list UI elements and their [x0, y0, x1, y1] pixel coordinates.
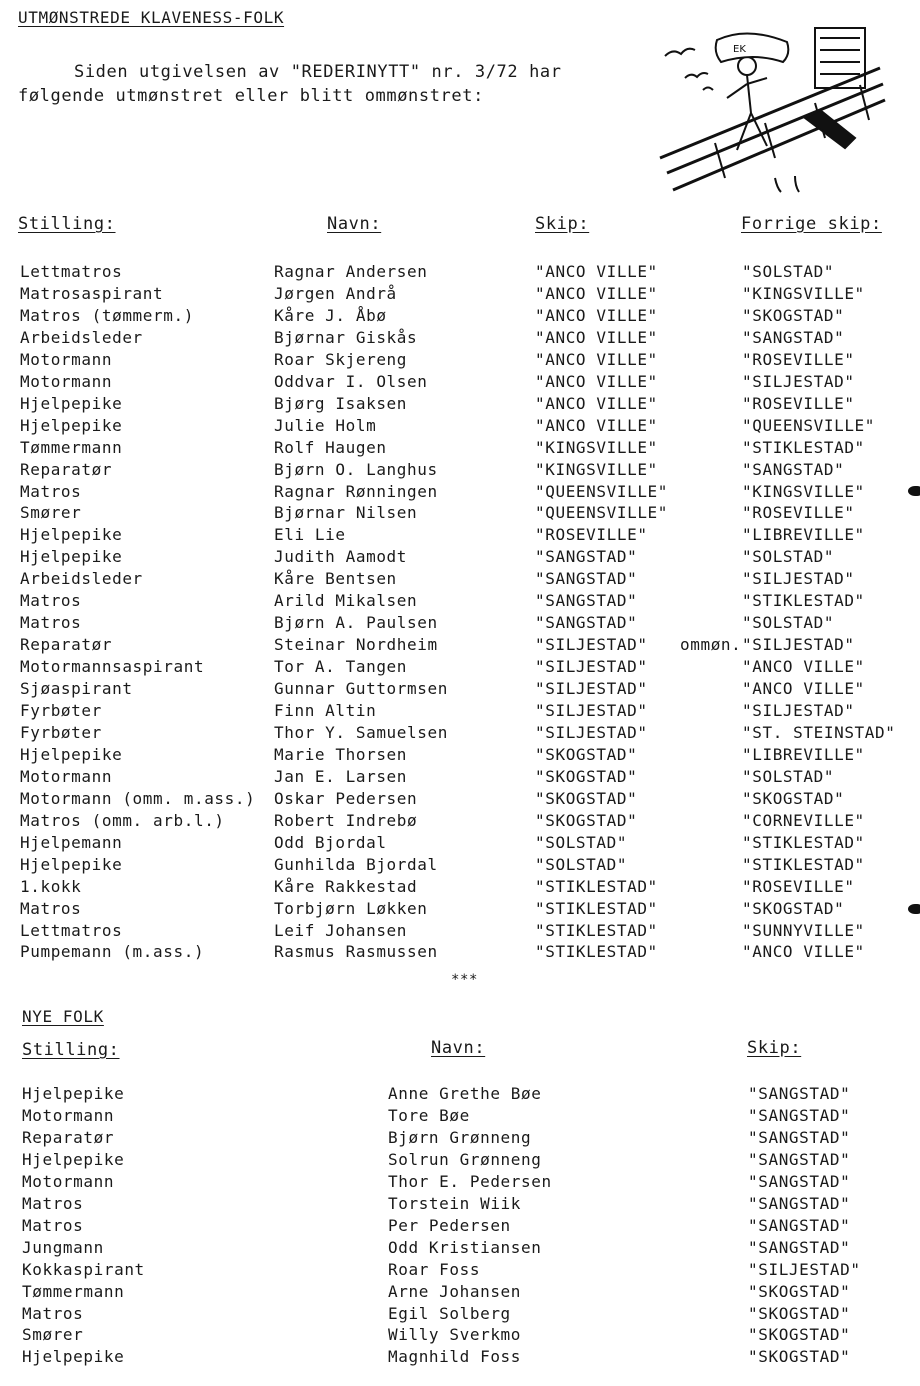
table-row — [0, 745, 920, 767]
table-row — [0, 591, 920, 613]
table-row — [0, 679, 920, 701]
cell-navn: Egil Solberg — [388, 1303, 511, 1323]
table-row — [0, 503, 920, 525]
cell-skip: "SANGSTAD" — [535, 613, 638, 633]
cell-navn: Tor A. Tangen — [274, 657, 408, 677]
cell-forrige-skip: "SKOGSTAD" — [742, 305, 845, 325]
cell-navn: Marie Thorsen — [274, 744, 408, 764]
header-forrige-skip: Forrige skip: — [741, 214, 882, 234]
cell-stilling: Matros (tømmerm.) — [20, 305, 194, 325]
cell-stilling: Hjelpepike — [20, 744, 123, 764]
cell-skip: "ANCO VILLE" — [535, 371, 658, 391]
cell-navn: Kåre Rakkestad — [274, 876, 418, 896]
table-row — [0, 921, 920, 943]
cell-skip: "SILJESTAD" — [535, 722, 648, 742]
table-row — [0, 1347, 920, 1369]
cell-stilling: Matros (omm. arb.l.) — [20, 810, 225, 830]
cell-stilling: Hjelpepike — [20, 547, 123, 567]
table-row — [0, 1172, 920, 1194]
table-row — [0, 1128, 920, 1150]
cell-forrige-skip: "STIKLESTAD" — [742, 591, 865, 611]
cell-stilling: Matrosaspirant — [20, 283, 164, 303]
cell-forrige-skip: "SOLSTAD" — [742, 547, 835, 567]
cell-stilling: Matros — [20, 591, 82, 611]
cell-forrige-skip: "ANCO VILLE" — [742, 657, 865, 677]
table-row — [0, 525, 920, 547]
cell-navn: Julie Holm — [274, 415, 377, 435]
cell-navn: Magnhild Foss — [388, 1347, 522, 1367]
cell-forrige-skip: "KINGSVILLE" — [742, 481, 865, 501]
cell-stilling: Kokkaspirant — [22, 1259, 145, 1279]
cell-navn: Willy Sverkmo — [388, 1325, 522, 1345]
cell-skip: "SKOGSTAD" — [535, 788, 638, 808]
cell-stilling: Hjelpepike — [20, 393, 123, 413]
cell-navn: Jan E. Larsen — [274, 766, 408, 786]
table-row — [0, 613, 920, 635]
cell-stilling: Tømmermann — [22, 1281, 125, 1301]
cell-skip: "ANCO VILLE" — [535, 305, 658, 325]
punch-hole-mark — [908, 904, 920, 914]
table-row — [0, 306, 920, 328]
cell-skip: "SKOGSTAD" — [535, 744, 638, 764]
cell-stilling: Matros — [22, 1193, 84, 1213]
cell-navn: Odd Bjordal — [274, 832, 387, 852]
page-title: UTMØNSTREDE KLAVENESS-FOLK — [18, 8, 285, 27]
cell-skip: "SKOGSTAD" — [535, 766, 638, 786]
cell-stilling: Lettmatros — [20, 262, 123, 281]
cell-forrige-skip: "STIKLESTAD" — [742, 854, 865, 874]
cell-navn: Bjørnar Nilsen — [274, 503, 418, 523]
table-row — [0, 789, 920, 811]
cell-navn: Solrun Grønneng — [388, 1149, 542, 1169]
table-row — [0, 1150, 920, 1172]
cell-forrige-skip: "LIBREVILLE" — [742, 744, 865, 764]
cell-skip: "SANGSTAD" — [748, 1084, 851, 1103]
cell-skip: "STIKLESTAD" — [535, 942, 658, 962]
cell-stilling: Hjelpepike — [20, 525, 123, 545]
cell-navn: Thor E. Pedersen — [388, 1171, 552, 1191]
separator: *** — [451, 972, 479, 988]
cell-skip: "STIKLESTAD" — [535, 898, 658, 918]
cell-stilling: Motormann — [22, 1105, 115, 1125]
cell-skip: "SANGSTAD" — [748, 1171, 851, 1191]
cell-forrige-skip: "SOLSTAD" — [742, 262, 835, 281]
cell-stilling: Motormann — [20, 766, 113, 786]
cell-stilling: Lettmatros — [20, 920, 123, 940]
cell-stilling: Smører — [20, 503, 82, 523]
cell-forrige-skip: "CORNEVILLE" — [742, 810, 865, 830]
cell-forrige-skip: "SOLSTAD" — [742, 613, 835, 633]
cell-navn: Rasmus Rasmussen — [274, 942, 438, 962]
table-row — [0, 1084, 920, 1106]
cell-forrige-skip: "SUNNYVILLE" — [742, 920, 865, 940]
table-row — [0, 767, 920, 789]
cell-navn: Arild Mikalsen — [274, 591, 418, 611]
cell-forrige-skip: "ROSEVILLE" — [742, 393, 855, 413]
cell-navn: Torbjørn Løkken — [274, 898, 428, 918]
cell-navn: Leif Johansen — [274, 920, 408, 940]
header-navn: Navn: — [327, 214, 382, 234]
cell-navn: Judith Aamodt — [274, 547, 408, 567]
table-row — [0, 1260, 920, 1282]
cell-navn: Robert Indrebø — [274, 810, 418, 830]
cell-skip: "ANCO VILLE" — [535, 327, 658, 347]
header-navn-nye: Navn: — [431, 1038, 486, 1058]
cell-navn: Gunnar Guttormsen — [274, 679, 448, 699]
cell-forrige-skip: "SANGSTAD" — [742, 459, 845, 479]
cell-stilling: Reparatør — [20, 459, 113, 479]
cell-navn: Gunhilda Bjordal — [274, 854, 438, 874]
cell-skip: "SANGSTAD" — [748, 1127, 851, 1147]
header-skip-nye: Skip: — [747, 1038, 802, 1058]
cell-stilling: Arbeidsleder — [20, 569, 143, 589]
cell-stilling: Hjelpemann — [20, 832, 123, 852]
cell-navn: Bjørg Isaksen — [274, 393, 408, 413]
cell-stilling: Motormann (omm. m.ass.) — [20, 788, 256, 808]
table-row — [0, 942, 920, 964]
cell-stilling: Matros — [22, 1303, 84, 1323]
cell-skip: "SILJESTAD" — [748, 1259, 861, 1279]
cell-skip: "KINGSVILLE" — [535, 437, 658, 457]
cell-forrige-skip: "ST. STEINSTAD" — [742, 722, 896, 742]
cell-forrige-skip: "QUEENSVILLE" — [742, 415, 876, 435]
cell-stilling: Motormannsaspirant — [20, 657, 205, 677]
cell-forrige-skip: "ROSEVILLE" — [742, 503, 855, 523]
cell-skip: "STIKLESTAD" — [535, 920, 658, 940]
table-row — [0, 1216, 920, 1238]
cell-stilling: Fyrbøter — [20, 722, 102, 742]
cell-skip: "KINGSVILLE" — [535, 459, 658, 479]
cell-navn: Anne Grethe Bøe — [388, 1084, 542, 1103]
cell-skip: "SILJESTAD" — [535, 701, 648, 720]
cell-navn: Bjørn A. Paulsen — [274, 613, 438, 633]
cell-navn: Oddvar I. Olsen — [274, 371, 428, 391]
cell-skip: "ROSEVILLE" — [535, 525, 648, 545]
cell-navn: Arne Johansen — [388, 1281, 522, 1301]
cell-skip: "SANGSTAD" — [748, 1149, 851, 1169]
cell-skip: "SKOGSTAD" — [535, 810, 638, 830]
table-row — [0, 833, 920, 855]
cell-stilling: Fyrbøter — [20, 701, 102, 720]
cell-skip: "QUEENSVILLE" — [535, 481, 669, 501]
table-row — [0, 723, 920, 745]
cell-stilling: Hjelpepike — [20, 415, 123, 435]
header-stilling-nye: Stilling: — [22, 1040, 120, 1060]
table-row — [0, 284, 920, 306]
cell-forrige-skip: "SANGSTAD" — [742, 327, 845, 347]
table-row — [0, 899, 920, 921]
cell-stilling: Matros — [20, 898, 82, 918]
table-row — [0, 877, 920, 899]
cell-skip: "SKOGSTAD" — [748, 1325, 851, 1345]
cell-stilling: Motormann — [20, 371, 113, 391]
cell-skip: "SILJESTAD" — [535, 657, 648, 677]
cell-forrige-skip: "SOLSTAD" — [742, 766, 835, 786]
cell-note: ommøn. — [680, 635, 742, 655]
cell-stilling: Jungmann — [22, 1237, 104, 1257]
cell-forrige-skip: "SILJESTAD" — [742, 569, 855, 589]
cell-navn: Bjørn O. Langhus — [274, 459, 438, 479]
cell-navn: Bjørnar Giskås — [274, 327, 418, 347]
table-row — [0, 328, 920, 350]
cell-navn: Kåre J. Åbø — [274, 305, 387, 325]
cell-skip: "SOLSTAD" — [535, 832, 628, 852]
cell-stilling: Matros — [20, 613, 82, 633]
table-row — [0, 1304, 920, 1326]
table-row — [0, 372, 920, 394]
cell-forrige-skip: "KINGSVILLE" — [742, 283, 865, 303]
intro-line-2: følgende utmønstret eller blitt ommønstret: — [18, 86, 484, 106]
cell-forrige-skip: "SKOGSTAD" — [742, 898, 845, 918]
table-row — [0, 1325, 920, 1347]
table-row — [0, 855, 920, 877]
sailor-ship-illustration — [655, 18, 890, 208]
cell-navn: Per Pedersen — [388, 1215, 511, 1235]
cell-skip: "ANCO VILLE" — [535, 262, 658, 281]
cell-navn: Kåre Bentsen — [274, 569, 397, 589]
cell-stilling: Arbeidsleder — [20, 327, 143, 347]
table-row — [0, 482, 920, 504]
cell-skip: "ANCO VILLE" — [535, 283, 658, 303]
cell-forrige-skip: "ROSEVILLE" — [742, 876, 855, 896]
table-row — [0, 657, 920, 679]
cell-stilling: Matros — [22, 1215, 84, 1235]
cell-stilling: Motormann — [22, 1171, 115, 1191]
cell-forrige-skip: "LIBREVILLE" — [742, 525, 865, 545]
cell-skip: "SANGSTAD" — [748, 1105, 851, 1125]
cell-forrige-skip: "SILJESTAD" — [742, 371, 855, 391]
table-row — [0, 811, 920, 833]
cell-forrige-skip: "SILJESTAD" — [742, 701, 855, 720]
cell-skip: "SANGSTAD" — [748, 1193, 851, 1213]
cell-skip: "SILJESTAD" — [535, 635, 648, 655]
cell-navn: Rolf Haugen — [274, 437, 387, 457]
table-row — [0, 701, 920, 723]
svg-text:EK: EK — [733, 44, 746, 55]
cell-skip: "SANGSTAD" — [535, 591, 638, 611]
cell-navn: Bjørn Grønneng — [388, 1127, 532, 1147]
header-skip: Skip: — [535, 214, 590, 234]
cell-navn: Roar Skjereng — [274, 349, 408, 369]
section-title-nye-folk: NYE FOLK — [22, 1007, 104, 1026]
cell-skip: "SANGSTAD" — [748, 1237, 851, 1257]
cell-stilling: Hjelpepike — [22, 1149, 125, 1169]
cell-skip: "SKOGSTAD" — [748, 1303, 851, 1323]
table-row — [0, 1106, 920, 1128]
cell-stilling: Hjelpepike — [22, 1347, 125, 1367]
cell-skip: "SKOGSTAD" — [748, 1281, 851, 1301]
header-stilling: Stilling: — [18, 214, 116, 234]
punch-hole-mark — [908, 486, 920, 496]
cell-navn: Oskar Pedersen — [274, 788, 418, 808]
cell-skip: "ANCO VILLE" — [535, 349, 658, 369]
table-row — [0, 1238, 920, 1260]
cell-navn: Tore Bøe — [388, 1105, 470, 1125]
cell-stilling: Hjelpepike — [20, 854, 123, 874]
cell-forrige-skip: "STIKLESTAD" — [742, 832, 865, 852]
cell-skip: "SILJESTAD" — [535, 679, 648, 699]
cell-skip: "SANGSTAD" — [748, 1215, 851, 1235]
cell-stilling: Smører — [22, 1325, 84, 1345]
cell-navn: Torstein Wiik — [388, 1193, 522, 1213]
cell-skip: "ANCO VILLE" — [535, 393, 658, 413]
cell-skip: "SKOGSTAD" — [748, 1347, 851, 1367]
table-row — [0, 547, 920, 569]
table-row — [0, 1282, 920, 1304]
cell-forrige-skip: "ANCO VILLE" — [742, 679, 865, 699]
table-row — [0, 438, 920, 460]
cell-navn: Roar Foss — [388, 1259, 481, 1279]
table-row — [0, 350, 920, 372]
cell-stilling: Sjøaspirant — [20, 679, 133, 699]
cell-stilling: Reparatør — [20, 635, 113, 655]
cell-forrige-skip: "SKOGSTAD" — [742, 788, 845, 808]
table-row — [0, 416, 920, 438]
cell-stilling: Hjelpepike — [22, 1084, 125, 1103]
cell-navn: Ragnar Andersen — [274, 262, 428, 281]
table-row — [0, 569, 920, 591]
cell-skip: "SOLSTAD" — [535, 854, 628, 874]
table-row — [0, 262, 920, 284]
intro-line-1: Siden utgivelsen av "REDERINYTT" nr. 3/72 har — [74, 62, 562, 82]
table-row — [0, 460, 920, 482]
cell-forrige-skip: "ANCO VILLE" — [742, 942, 865, 962]
table-row — [0, 635, 920, 657]
cell-skip: "QUEENSVILLE" — [535, 503, 669, 523]
table-row — [0, 394, 920, 416]
cell-skip: "ANCO VILLE" — [535, 415, 658, 435]
cell-navn: Thor Y. Samuelsen — [274, 722, 448, 742]
cell-navn: Eli Lie — [274, 525, 346, 545]
cell-forrige-skip: "SILJESTAD" — [742, 635, 855, 655]
cell-forrige-skip: "ROSEVILLE" — [742, 349, 855, 369]
cell-navn: Ragnar Rønningen — [274, 481, 438, 501]
cell-skip: "STIKLESTAD" — [535, 876, 658, 896]
cell-skip: "SANGSTAD" — [535, 569, 638, 589]
cell-forrige-skip: "STIKLESTAD" — [742, 437, 865, 457]
cell-stilling: Motormann — [20, 349, 113, 369]
cell-stilling: Pumpemann (m.ass.) — [20, 942, 205, 962]
cell-navn: Finn Altin — [274, 701, 377, 720]
table-row — [0, 1194, 920, 1216]
cell-skip: "SANGSTAD" — [535, 547, 638, 567]
cell-stilling: Reparatør — [22, 1127, 115, 1147]
cell-stilling: Matros — [20, 481, 82, 501]
cell-navn: Odd Kristiansen — [388, 1237, 542, 1257]
cell-stilling: Tømmermann — [20, 437, 123, 457]
cell-navn: Steinar Nordheim — [274, 635, 438, 655]
cell-navn: Jørgen Andrå — [274, 283, 397, 303]
cell-stilling: 1.kokk — [20, 876, 82, 896]
